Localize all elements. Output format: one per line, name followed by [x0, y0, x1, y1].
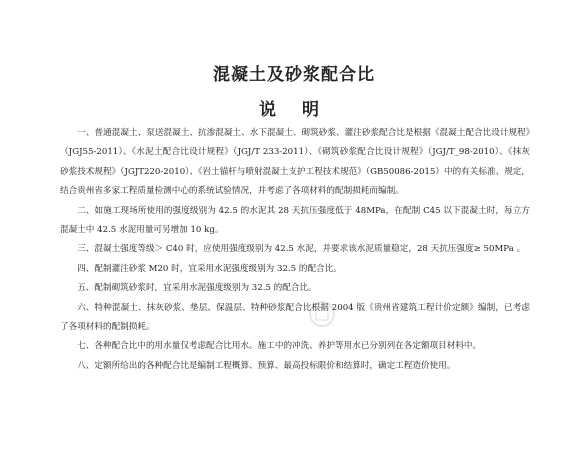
paragraph-1: 一、普通混凝土、泵送混凝土、抗渗混凝土、水下混凝土、砌筑砂浆、灌注砂浆配合比是根据《混凝土配合比设计规程》（JGJ55-2011）、《水泥土配合比设计规程》（JGJ/T 233-2011）、《砌筑砂浆配合比设计规程》（JGJ/T_98-2010）、《抹灰砂浆技术规程》（JGJT220-2010）、《岩土锚杆与喷射混凝土支护工程技术规范》（GB50086-2015）中的有关标准、规定，结合贵州省多家工程质量检测中心的系统试验情况，并考虑了各项材料的配制损耗而编制。 [60, 128, 530, 197]
paragraph-7: 七、各种配合比中的用水量仅考虑配合比用水。施工中的冲洗、养护等用水已分别列在各定额项目材料中。 [77, 341, 482, 352]
document-body [60, 124, 530, 376]
paragraph-4: 四、配制灌注砂浆 M20 时，宜采用水泥强度级别为 32.5 的配合比。 [77, 263, 342, 274]
paragraph-8: 八、定额所给出的各种配合比是编制工程概算、预算、最高投标限价和结算时，确定工程造价使用。 [77, 360, 456, 371]
document-subtitle: 说 明 [259, 100, 329, 120]
paragraph-5: 五、配制砌筑砂浆时，宜采用水泥强度级别为 32.5 的配合比。 [77, 283, 317, 294]
paragraph-6: 六、特种混凝土、抹灰砂浆、垫层、保温层、特种砂浆配合比根据 2004 版《贵州省建筑工程计价定额》编制，已考虑了各项材料的配制损耗。 [60, 302, 530, 333]
document-title: 混凝土及砂浆配合比 [213, 65, 375, 85]
paragraph-3: 三、混凝土强度等级＞ C40 时，应使用强度级别为 42.5 水泥，并要求该水泥质量稳定，28 天抗压强度≥ 50MPa 。 [77, 244, 526, 255]
paragraph-2: 二、如施工现场所使用的强度级别为 42.5 的水泥其 28 天抗压强度低于 48MPa，在配制 C45 以下混凝土时，每立方混凝土中 42.5 水泥用量可另增加 10 kg。 [60, 205, 530, 236]
watermark-icon [308, 300, 336, 328]
